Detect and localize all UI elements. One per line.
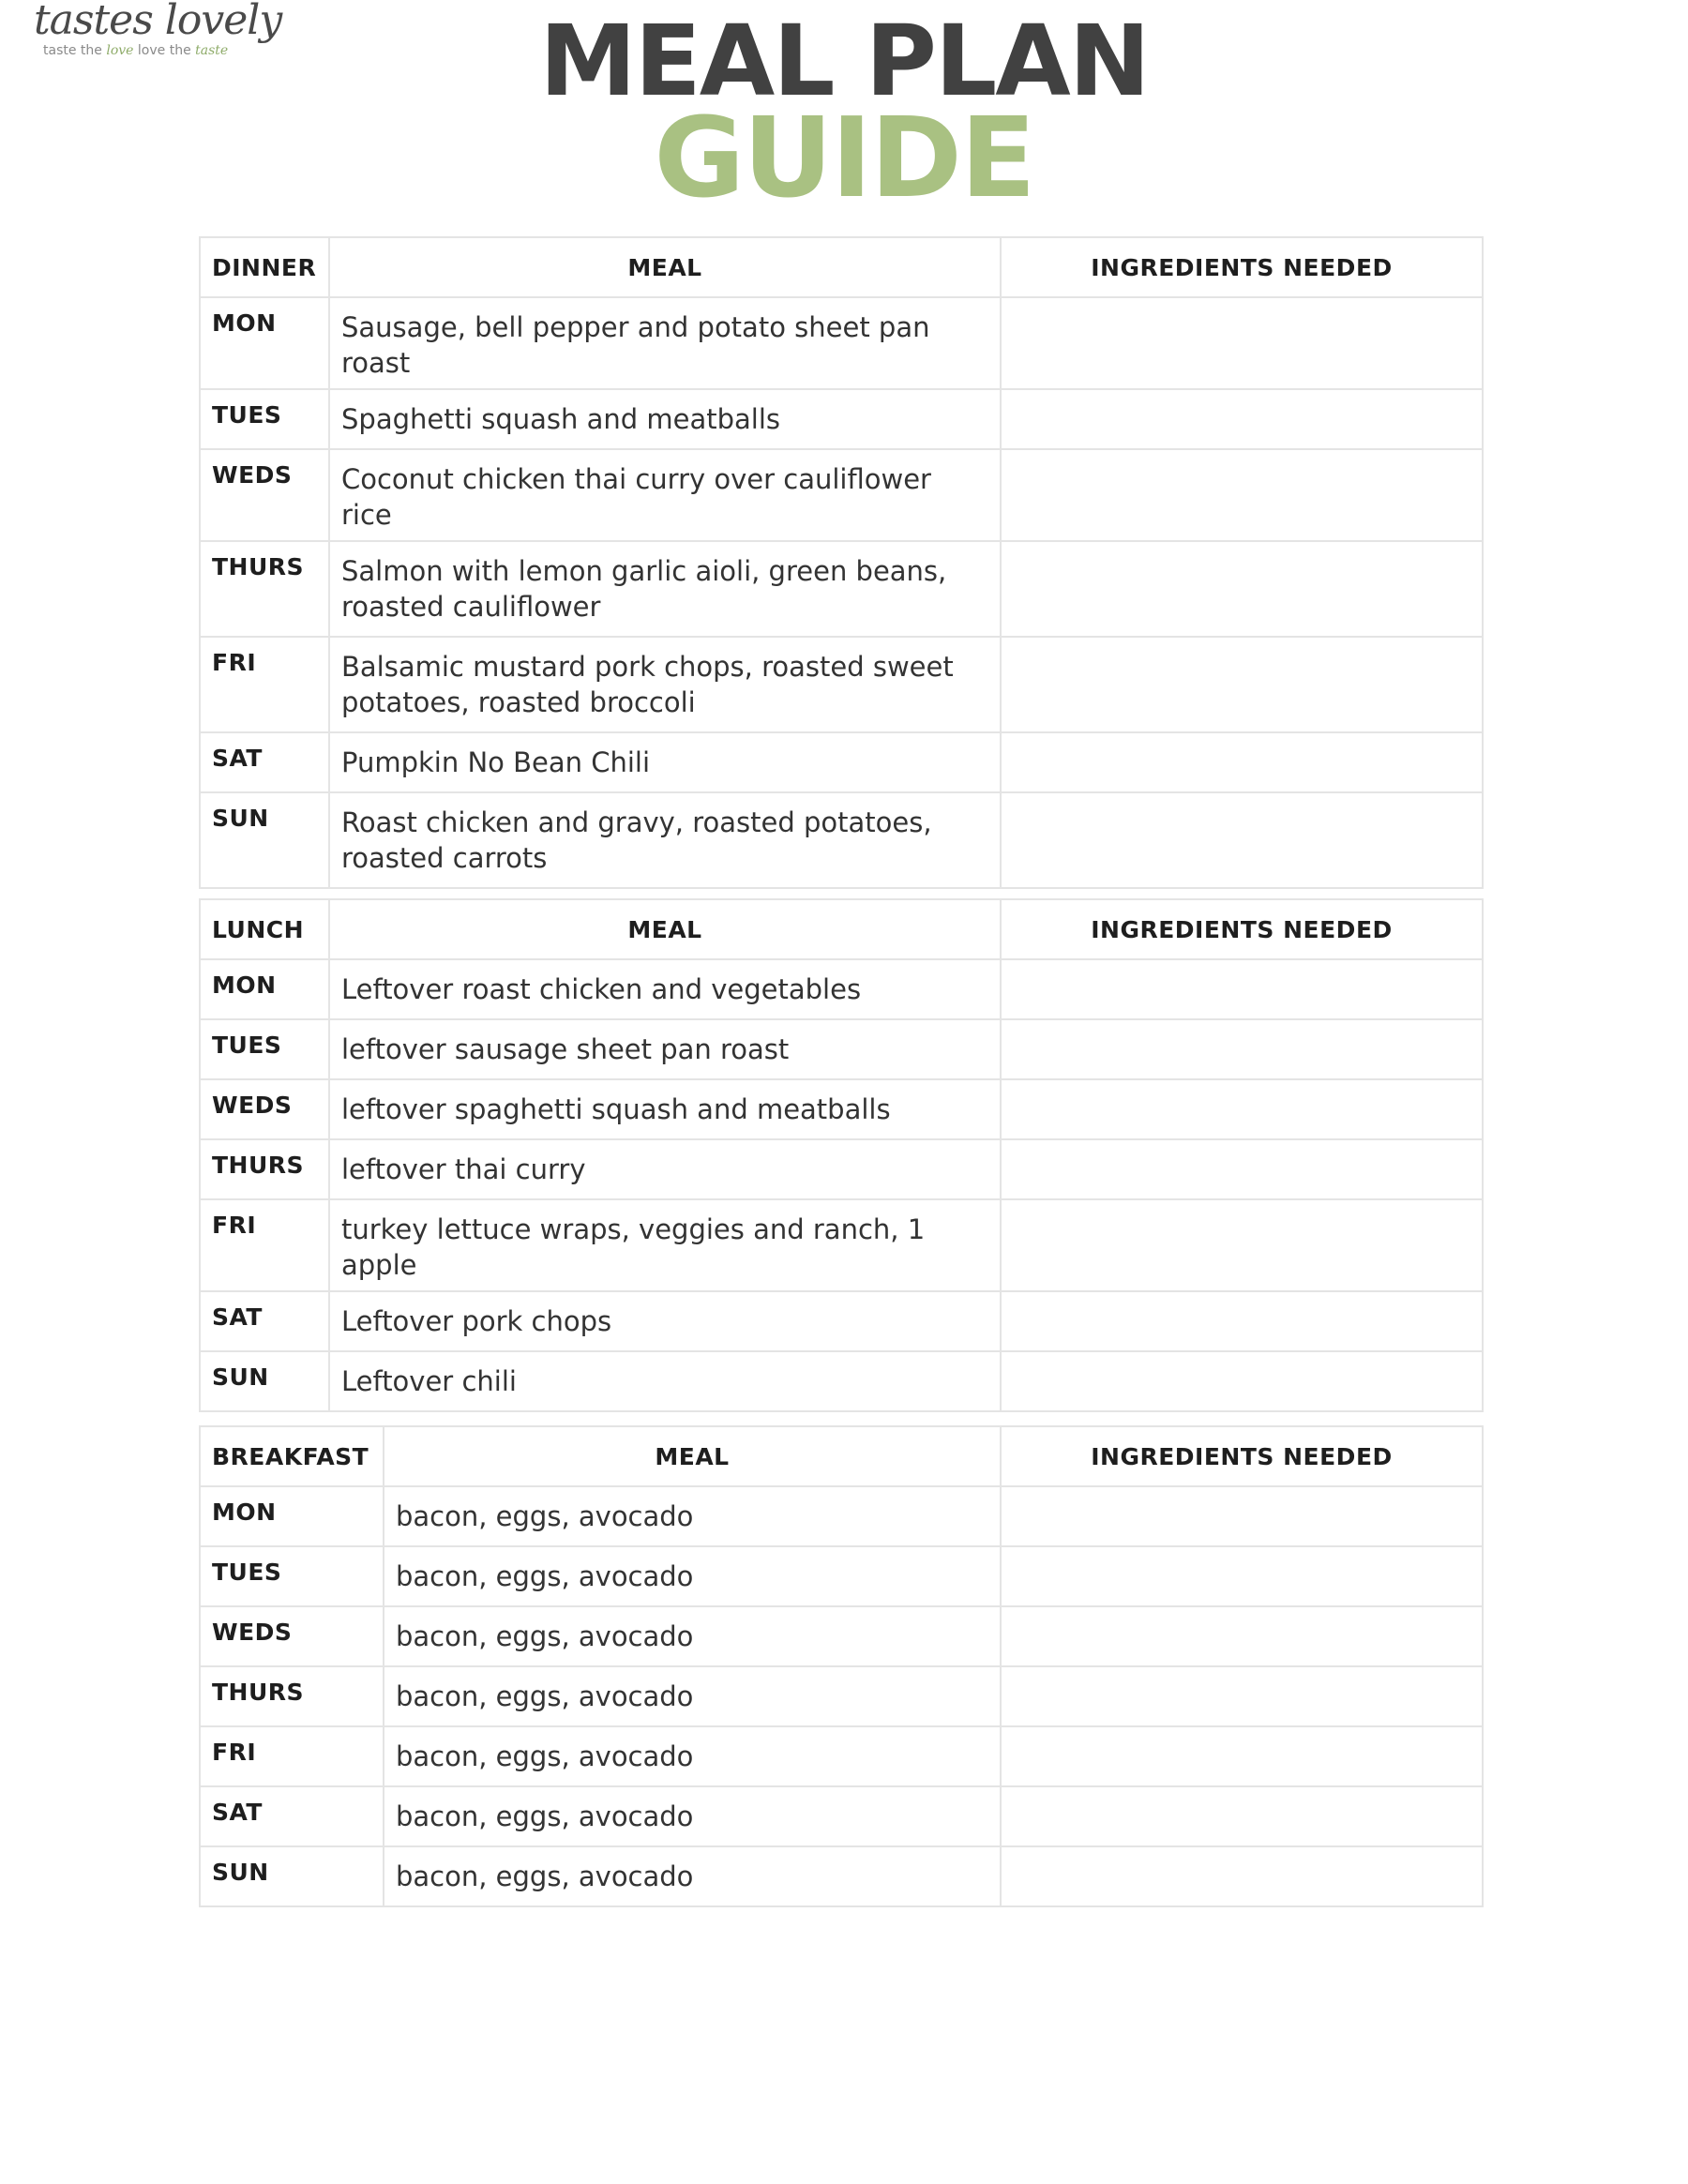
breakfast-header-ingredients: INGREDIENTS NEEDED (1001, 1426, 1483, 1486)
table-row (200, 1079, 1483, 1139)
meal-cell: bacon, eggs, avocado (384, 1486, 1001, 1546)
lunch-header-meal: MEAL (329, 899, 1001, 959)
table-row (200, 1846, 1483, 1906)
logo-tagline-accent2: taste (195, 43, 229, 58)
table-row (200, 389, 1483, 449)
breakfast-table (199, 1425, 1484, 1907)
table-row (200, 297, 1483, 389)
ingredients-cell[interactable] (1001, 1019, 1483, 1079)
meal-cell: leftover thai curry (329, 1139, 1001, 1199)
day-cell: SUN (200, 792, 329, 888)
day-cell: WEDS (200, 1606, 384, 1666)
day-cell: MON (200, 1486, 384, 1546)
ingredients-cell[interactable] (1001, 1486, 1483, 1546)
table-row (200, 449, 1483, 541)
meal-cell: Leftover pork chops (329, 1291, 1001, 1351)
meal-cell: Leftover roast chicken and vegetables (329, 959, 1001, 1019)
ingredients-cell[interactable] (1001, 1666, 1483, 1726)
table-row (200, 637, 1483, 732)
ingredients-cell[interactable] (1001, 959, 1483, 1019)
table-row (200, 1199, 1483, 1291)
ingredients-cell[interactable] (1001, 1726, 1483, 1786)
ingredients-cell[interactable] (1001, 637, 1483, 732)
ingredients-cell[interactable] (1001, 389, 1483, 449)
dinner-header-ingredients: INGREDIENTS NEEDED (1001, 237, 1483, 297)
meal-cell: bacon, eggs, avocado (384, 1546, 1001, 1606)
ingredients-cell[interactable] (1001, 1606, 1483, 1666)
logo-tagline-part2: love the (133, 43, 196, 58)
ingredients-cell[interactable] (1001, 1786, 1483, 1846)
day-cell: SAT (200, 1786, 384, 1846)
ingredients-cell[interactable] (1001, 1079, 1483, 1139)
day-cell: THURS (200, 541, 329, 637)
day-cell: THURS (200, 1666, 384, 1726)
ingredients-cell[interactable] (1001, 541, 1483, 637)
day-cell: MON (200, 959, 329, 1019)
table-row (200, 1726, 1483, 1786)
breakfast-header-meal: MEAL (384, 1426, 1001, 1486)
ingredients-cell[interactable] (1001, 1846, 1483, 1906)
table-row (200, 1486, 1483, 1546)
ingredients-cell[interactable] (1001, 1139, 1483, 1199)
logo-wordmark: tastes lovely (34, 0, 282, 44)
meal-cell: bacon, eggs, avocado (384, 1726, 1001, 1786)
ingredients-cell[interactable] (1001, 1546, 1483, 1606)
table-row (200, 1139, 1483, 1199)
ingredients-cell[interactable] (1001, 732, 1483, 792)
day-cell: TUES (200, 389, 329, 449)
ingredients-cell[interactable] (1001, 1199, 1483, 1291)
day-cell: SAT (200, 732, 329, 792)
meal-cell: bacon, eggs, avocado (384, 1666, 1001, 1726)
table-row (200, 1666, 1483, 1726)
logo-tagline-accent1: love (106, 43, 134, 58)
dinner-table (199, 236, 1484, 889)
meal-cell: Coconut chicken thai curry over cauliflower rice (329, 449, 1001, 541)
breakfast-header-label: BREAKFAST (200, 1426, 384, 1486)
day-cell: SAT (200, 1291, 329, 1351)
day-cell: WEDS (200, 449, 329, 541)
day-cell: FRI (200, 1199, 329, 1291)
meal-cell: Roast chicken and gravy, roasted potatoes, roasted carrots (329, 792, 1001, 888)
dinner-header-meal: MEAL (329, 237, 1001, 297)
table-header-row (200, 899, 1483, 959)
meal-cell: turkey lettuce wraps, veggies and ranch, 1 apple (329, 1199, 1001, 1291)
day-cell: SUN (200, 1351, 329, 1411)
meal-cell: Balsamic mustard pork chops, roasted sweet potatoes, roasted broccoli (329, 637, 1001, 732)
table-row (200, 1606, 1483, 1666)
page-title-line2: GUIDE (654, 93, 1034, 222)
logo-tagline-part1: taste the (43, 43, 107, 58)
meal-cell: bacon, eggs, avocado (384, 1606, 1001, 1666)
table-row (200, 1786, 1483, 1846)
table-row (200, 792, 1483, 888)
ingredients-cell[interactable] (1001, 1291, 1483, 1351)
ingredients-cell[interactable] (1001, 792, 1483, 888)
meal-cell: Salmon with lemon garlic aioli, green beans, roasted cauliflower (329, 541, 1001, 637)
dinner-header-label: DINNER (200, 237, 329, 297)
ingredients-cell[interactable] (1001, 297, 1483, 389)
ingredients-cell[interactable] (1001, 1351, 1483, 1411)
page-title-line1: MEAL PLAN (539, 4, 1149, 118)
table-row (200, 1351, 1483, 1411)
day-cell: TUES (200, 1546, 384, 1606)
meal-cell: bacon, eggs, avocado (384, 1786, 1001, 1846)
day-cell: FRI (200, 1726, 384, 1786)
table-row (200, 1291, 1483, 1351)
day-cell: MON (200, 297, 329, 389)
table-header-row (200, 237, 1483, 297)
table-header-row (200, 1426, 1483, 1486)
day-cell: WEDS (200, 1079, 329, 1139)
ingredients-cell[interactable] (1001, 449, 1483, 541)
meal-cell: leftover sausage sheet pan roast (329, 1019, 1001, 1079)
day-cell: SUN (200, 1846, 384, 1906)
meal-cell: Spaghetti squash and meatballs (329, 389, 1001, 449)
day-cell: THURS (200, 1139, 329, 1199)
table-row (200, 541, 1483, 637)
lunch-header-ingredients: INGREDIENTS NEEDED (1001, 899, 1483, 959)
table-row (200, 732, 1483, 792)
meal-cell: Pumpkin No Bean Chili (329, 732, 1001, 792)
meal-cell: leftover spaghetti squash and meatballs (329, 1079, 1001, 1139)
day-cell: FRI (200, 637, 329, 732)
lunch-table (199, 898, 1484, 1412)
meal-cell: Leftover chili (329, 1351, 1001, 1411)
table-row (200, 1019, 1483, 1079)
meal-cell: Sausage, bell pepper and potato sheet pan roast (329, 297, 1001, 389)
table-row (200, 959, 1483, 1019)
meal-cell: bacon, eggs, avocado (384, 1846, 1001, 1906)
lunch-header-label: LUNCH (200, 899, 329, 959)
table-row (200, 1546, 1483, 1606)
day-cell: TUES (200, 1019, 329, 1079)
